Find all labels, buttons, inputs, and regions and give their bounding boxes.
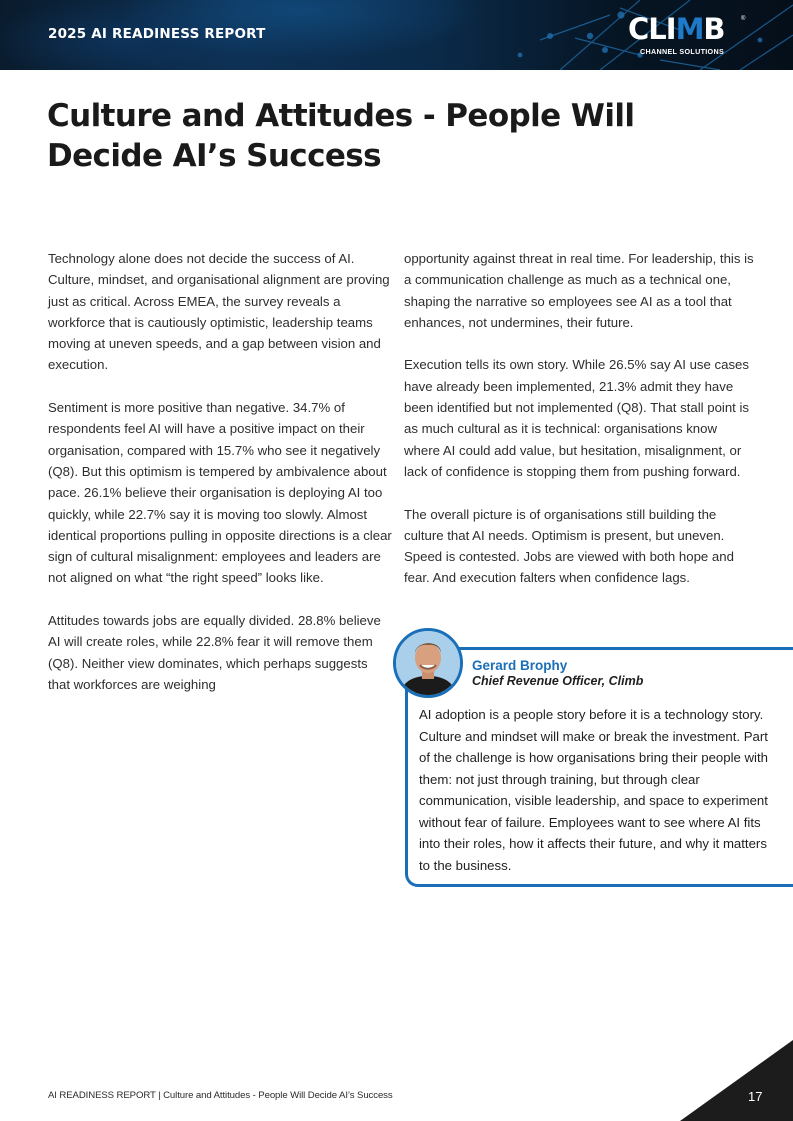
page-number: 17	[748, 1089, 763, 1104]
paragraph: Attitudes towards jobs are equally divided. 28.8% believe AI will create roles, while 22.8% fear it will remove them (Q8). Neither view dominates, which perhaps suggests that workforces are weighing	[48, 613, 381, 692]
paragraph: Sentiment is more positive than negative. 34.7% of respondents feel AI will have a positive impact on their organisation, compared with 15.7% who see it negatively (Q8). But this optimism is tempered by ambivalence about pace. 26.1% believe their organisation is deploying AI too quickly, while 22.7% say it is moving too slowly. Almost identical proportions pulling in opposite directions is a clear sign of cultural misalignment: employees and leaders are not aligned on what “the right speed” looks like.	[48, 400, 392, 586]
climb-logo	[628, 14, 748, 58]
logo-text-cl: CL	[628, 12, 666, 46]
person-portrait-icon	[396, 631, 460, 695]
quote-author-name: Gerard Brophy	[472, 658, 568, 673]
header-banner	[0, 0, 793, 70]
quote-author-role: Chief Revenue Officer, Climb	[472, 674, 644, 688]
logo-subtitle: CHANNEL SOLUTIONS	[640, 47, 725, 56]
logo-text-m-accent: M	[675, 12, 704, 46]
page-title-line-2: Decide AI’s Success	[47, 138, 381, 174]
page-title	[47, 96, 687, 176]
body-column-left	[48, 248, 393, 717]
logo-text-b: B	[703, 12, 725, 46]
paragraph: The overall picture is of organisations still building the culture that AI needs. Optimism is present, but uneven. Speed is contested. Jobs are viewed with both hope and fear. And execution falters when confidence lags.	[404, 506, 734, 586]
paragraph: opportunity against threat in real time. For leadership, this is a communication challenge as much as a technical one, shaping the narrative so employees see AI as a tool that enhances, not undermines, their future.	[404, 251, 754, 330]
paragraph: Technology alone does not decide the success of AI. Culture, mindset, and organisational alignment are proving just as critical. Across EMEA, the survey reveals a workforce that is cautiously optimistic, leadership teams moving at uneven speeds, and a gap between vision and execution.	[48, 251, 390, 373]
logo-wordmark	[628, 14, 725, 44]
paragraph: Execution tells its own story. While 26.5% say AI use cases have already been implemented, 21.3% admit they have been identified but not implemented (Q8). That stall point is as much cultural as it is technical: organisations know where AI could add value, but hesitation, misalignment, or lack of confidence is stopping them from pushing forward.	[404, 357, 750, 479]
quote-text: AI adoption is a people story before it is a technology story. Culture and mindset will make or break the investment. Part of the challenge is how organisations bring their people with them: not just through training, but through clear communication, visible leadership, and space to experiment without fear of failure. Employees want to see where AI fits into their roles, how it affects their future, and why it matters to the business.	[419, 707, 768, 873]
avatar	[393, 628, 463, 698]
page-title-line-1: Culture and Attitudes - People Will	[47, 98, 635, 134]
logo-text-i: I	[665, 12, 676, 46]
corner-triangle-decoration	[680, 1040, 793, 1121]
footer-breadcrumb: AI READINESS REPORT | Culture and Attitudes - People Will Decide AI’s Success	[48, 1090, 393, 1101]
registered-mark: ®	[741, 16, 746, 22]
report-title: 2025 AI READINESS REPORT	[48, 26, 266, 42]
body-column-right	[404, 248, 754, 610]
